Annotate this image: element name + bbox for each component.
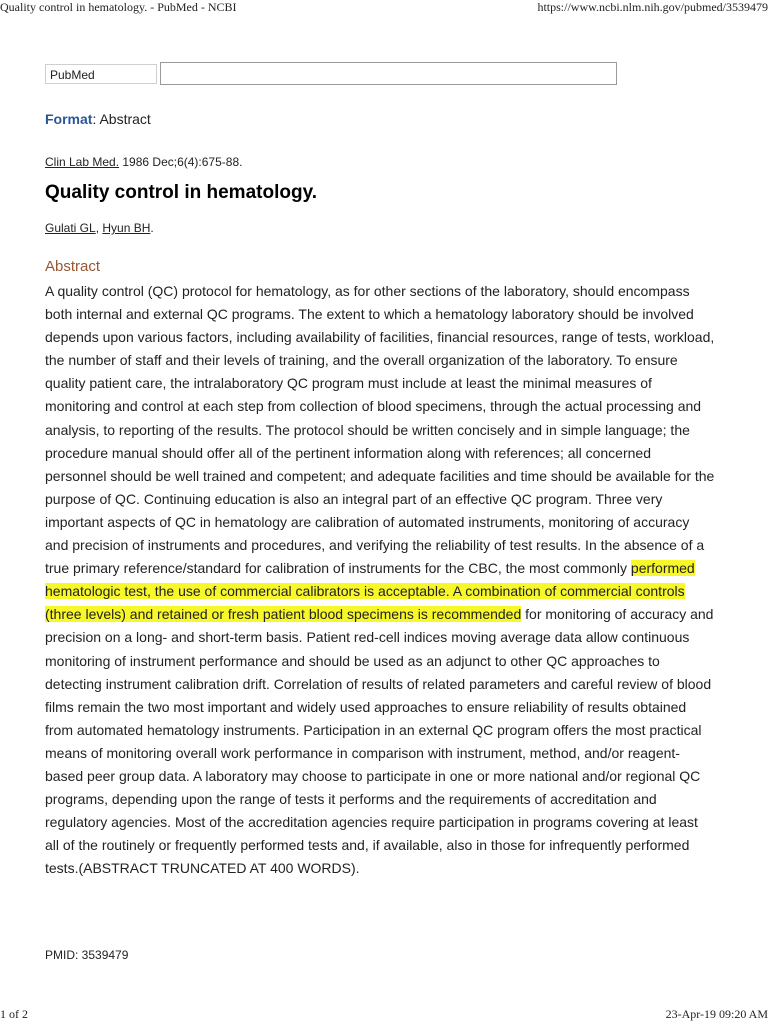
article-title: Quality control in hematology. (45, 182, 318, 203)
citation-details: 1986 Dec;6(4):675-88. (119, 155, 243, 169)
journal-link[interactable]: Clin Lab Med. (45, 155, 120, 169)
format-label[interactable]: Format (45, 111, 93, 127)
format-separator: : (92, 111, 100, 127)
author-link[interactable]: Gulati GL (45, 221, 96, 235)
author-list (45, 221, 154, 235)
abstract-text (45, 280, 715, 880)
author-separator: , (95, 221, 103, 235)
highlighted-text: performed hematologic test, the use of commercial calibrators is acceptable. A combination of commercial controls (three levels) and retained or fresh patient blood specimens is recommended (45, 560, 695, 623)
print-header-url: https://www.ncbi.nlm.nih.gov/pubmed/3539479 (537, 0, 768, 14)
citation (45, 155, 242, 169)
abstract-text-part: for monitoring of accuracy and precision on a long- and short-term basis. Patient red-cell indices moving average data allow continuous monitoring of instrument performance and should be used as an adjunct to other QC approaches to detecting instrument calibration drift. Correlation of results of related parameters and careful review of blood films remain the two most important and widely used approaches to ensure reliability of results obtained from automated hematology instruments. Participation in an external QC program offers the most practical means of monitoring overall work performance in comparison with instrument, method, and/or reagent-based peer group data. A laboratory may choose to participate in one or more national and/or regional QC programs, depending upon the range of tests it performs and the requirements of accreditation and regulatory agencies. Most of the accreditation agencies require participation in programs covering at least all of the routinely or frequently performed tests and, if available, also in those for infrequently performed tests.(ABSTRACT TRUNCATED AT 400 WORDS). (45, 606, 714, 877)
print-footer-page: 1 of 2 (0, 1007, 28, 1021)
pmid: PMID: 3539479 (45, 948, 129, 962)
search-input[interactable] (160, 62, 617, 85)
print-header-title: Quality control in hematology. - PubMed - NCBI (0, 0, 237, 14)
database-select[interactable]: PubMed (45, 64, 157, 84)
abstract-text-part: A quality control (QC) protocol for hematology, as for other sections of the laboratory, should encompass both internal and external QC programs. The extent to which a hematology laboratory should be involved depends upon various factors, including availability of facilities, financial resources, range of tests, workload, the number of staff and their levels of training, and the overall organization of the laboratory. To ensure quality patient care, the intralaboratory QC program must include at least the minimal measures of monitoring and control at each step from collection of blood specimens, through the actual processing and analysis, to reporting of the results. The protocol should be written concisely and in simple language; the procedure manual should offer all of the pertinent information along with references; all concerned personnel should be well trained and competent; and adequate facilities and time should be available for the purpose of QC. Continuing education is also an integral part of an effective QC program. Three very important aspects of QC in hematology are calibration of automated instruments, monitoring of accuracy and precision of instruments and procedures, and verifying the reliability of test results. In the absence of a true primary reference/standard for calibration of instruments for the CBC, the most commonly (45, 283, 715, 577)
author-end: . (150, 221, 154, 235)
format-line (45, 111, 151, 127)
author-link[interactable]: Hyun BH (102, 221, 151, 235)
print-footer-date: 23-Apr-19 09:20 AM (665, 1007, 768, 1021)
format-value: Abstract (99, 111, 151, 127)
search-bar (45, 62, 617, 85)
abstract-heading: Abstract (45, 258, 101, 275)
